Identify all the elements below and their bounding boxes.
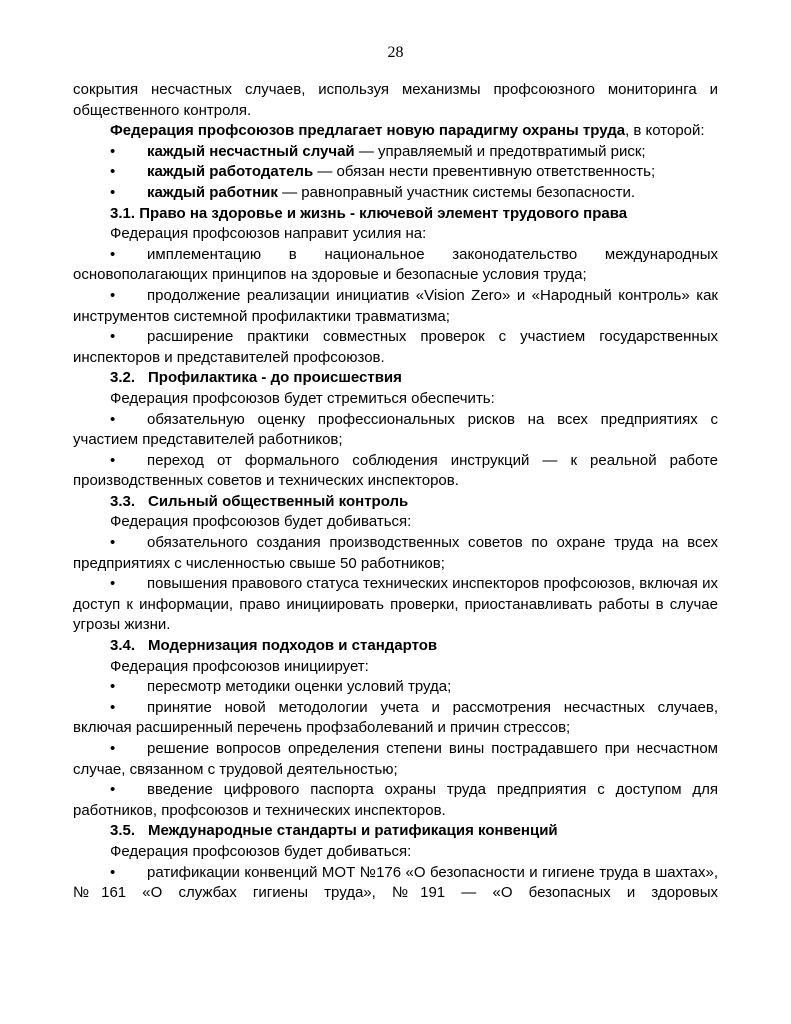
section-number: 3.5.	[110, 822, 136, 840]
list-item	[73, 698, 718, 739]
section-heading	[73, 492, 718, 513]
section-lead: Федерация профсоюзов будет стремиться обеспечить:	[110, 389, 495, 407]
list-item	[73, 863, 718, 904]
list-item	[73, 677, 718, 698]
list-item	[73, 739, 718, 780]
section-number: 3.3.	[110, 492, 136, 510]
list-item-text: введение цифрового паспорта охраны труда предприятия с доступом для работников, профсоюзов и технических инспекторов.	[73, 781, 718, 819]
section-number: 3.4.	[110, 637, 136, 655]
section-number: 3.2.	[110, 369, 136, 387]
list-item	[73, 451, 718, 492]
paradigm-item	[73, 183, 718, 204]
section-lead: Федерация профсоюзов будет добиваться:	[110, 513, 412, 531]
bullet-icon: •	[110, 183, 116, 201]
bullet-icon: •	[110, 163, 116, 181]
paradigm-rest: , в которой:	[625, 122, 705, 140]
bullet-icon: •	[110, 698, 116, 716]
section-heading	[73, 204, 718, 225]
paradigm-paragraph	[73, 121, 718, 142]
document-body	[73, 80, 718, 904]
bullet-icon: •	[110, 328, 116, 346]
bullet-icon: •	[110, 286, 116, 304]
paradigm-item-text: — равноправный участник системы безопасности.	[277, 183, 636, 201]
bullet-icon: •	[110, 863, 116, 881]
page-number: 28	[387, 44, 404, 61]
list-item-text: переход от формального соблюдения инструкций — к реальной работе производственных советов и технических инспекторов.	[73, 451, 718, 490]
bullet-icon: •	[110, 451, 116, 469]
section-number: 3.1.	[110, 204, 136, 222]
section-heading	[73, 368, 718, 389]
list-item-text: расширение практики совместных проверок с участием государственных инспекторов и представителей профсоюзов.	[73, 328, 718, 366]
list-item-text: обязательную оценку профессиональных рисков на всех предприятиях с участием представителей работников;	[73, 410, 718, 449]
section-title: Право на здоровье и жизнь - ключевой элемент трудового права	[139, 204, 628, 222]
list-item	[73, 410, 718, 451]
section-title: Модернизация подходов и стандартов	[148, 637, 438, 655]
list-item	[73, 327, 718, 368]
list-item-text: ратификации конвенций МОТ №176 «О безопасности и гигиене труда в шахтах», №161 «О службах гигиены труда», №191 — «О безопасных и здоровых	[73, 863, 718, 902]
paradigm-item-lead: каждый работодатель	[147, 163, 314, 181]
paradigm-item-lead: каждый работник	[147, 183, 278, 201]
list-item-text: повышения правового статуса технических инспекторов профсоюзов, включая их доступ к информации, право инициировать проверки, приостанавливать работы в случае угрозы жизни.	[73, 575, 718, 634]
section-title: Международные стандарты и ратификация конвенций	[148, 822, 558, 840]
section-lead: Федерация профсоюзов направит усилия на:	[110, 225, 427, 243]
section-title: Профилактика - до происшествия	[148, 369, 402, 387]
list-item	[73, 574, 718, 636]
bullet-icon: •	[110, 678, 116, 696]
bullet-icon: •	[110, 142, 116, 160]
section-heading	[73, 821, 718, 842]
paradigm-item	[73, 162, 718, 183]
list-item-text: принятие новой методологии учета и рассмотрения несчастных случаев, включая расширенный перечень профзаболеваний и причин стрессов;	[73, 698, 718, 737]
bullet-icon: •	[110, 781, 116, 799]
list-item-text: пересмотр методики оценки условий труда;	[147, 678, 452, 696]
list-item	[73, 780, 718, 821]
section-heading	[73, 636, 718, 657]
bullet-icon: •	[110, 575, 116, 593]
paradigm-item	[73, 142, 718, 163]
paradigm-item-lead: каждый несчастный случай	[147, 142, 355, 160]
list-item-text: решение вопросов определения степени вины пострадавшего при несчастном случае, связанном с трудовой деятельностью;	[73, 740, 718, 778]
bullet-icon: •	[110, 534, 116, 552]
list-item	[73, 286, 718, 327]
section-lead: Федерация профсоюзов инициирует:	[110, 657, 369, 675]
paradigm-lead: Федерация профсоюзов предлагает новую парадигму охраны труда	[110, 122, 626, 140]
paradigm-item-text: — управляемый и предотвратимый риск;	[354, 142, 646, 160]
list-item-text: обязательного создания производственных советов по охране труда на всех предприятиях с численностью свыше 50 работников;	[73, 534, 718, 572]
list-item-text: продолжение реализации инициатив «Vision Zero» и «Народный контроль» как инструментов системной профилактики травматизма;	[73, 286, 718, 325]
bullet-icon: •	[110, 740, 116, 757]
list-item	[73, 533, 718, 574]
list-item-text: имплементацию в национальное законодательство международных основополагающих принципов на здоровые и безопасные условия труда;	[73, 245, 718, 284]
intro-paragraph: сокрытия несчастных случаев, используя механизмы профсоюзного мониторинга и общественного контроля.	[73, 81, 718, 119]
list-item	[73, 245, 718, 286]
section-title: Сильный общественный контроль	[148, 492, 409, 510]
bullet-icon: •	[110, 410, 116, 428]
section-lead: Федерация профсоюзов будет добиваться:	[110, 842, 412, 860]
bullet-icon: •	[110, 245, 116, 263]
paradigm-item-text: — обязан нести превентивную ответственность;	[313, 163, 656, 181]
